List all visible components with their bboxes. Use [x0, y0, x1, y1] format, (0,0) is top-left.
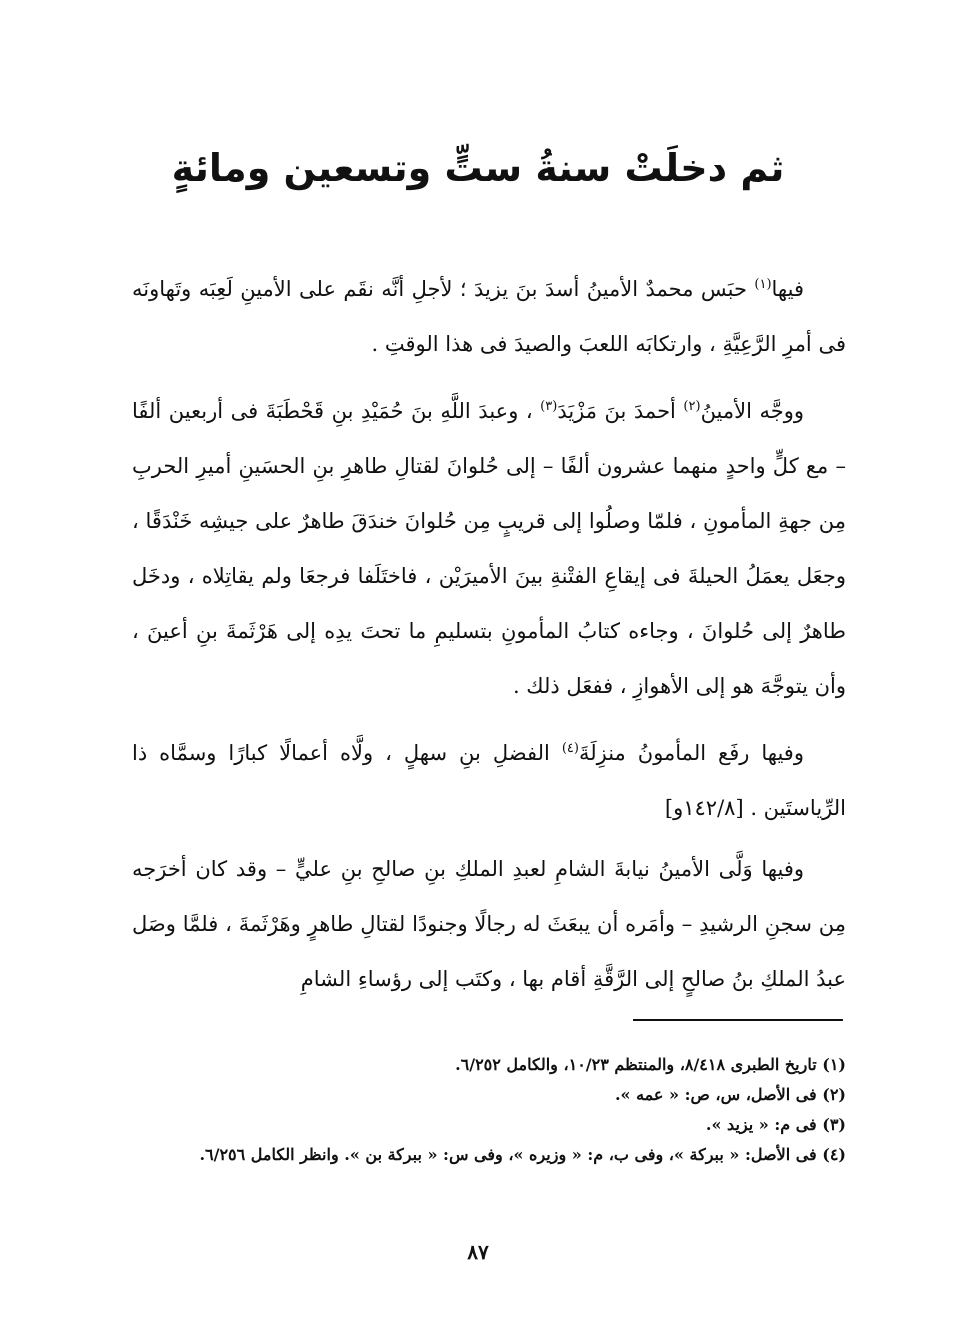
paragraph-4-text: وفيها وَلَّى الأمينُ نيابةَ الشامِ لعبدِ الملكِ بنِ صالحِ بنِ عليٍّ – وقد كان أخرَجه مِن سجنِ الرشيدِ – وأمَره أن يبعَثَ له رجالًا وجنودًا لقتالِ طاهرٍ وهَرْثَمةَ ، فلمَّا وصَل عبدُ الملكِ بنُ صالحٍ إلى الرَّقَّةِ أقام بها ، وكتَب إلى رؤساءِ الشامِ — [132, 857, 846, 991]
paragraph-2-text: ، وعبدَ اللَّهِ بنَ حُمَيْدِ بنِ قَحْطَبَةَ فى أربعين ألفًا – مع كلٍّ واحدٍ منهما عشرون ألفًا – إلى حُلوانَ لقتالِ طاهرِ بنِ الحسَينِ أميرِ الحربِ مِن جهةِ المأمونِ ، فلمّا وصلُوا إلى قريبٍ مِن حُلوانَ خندَقَ طاهرٌ على جيشِه خَنْدَقًا ، وجعَل يعمَلُ الحيلةَ فى إيقاعِ الفتْنةِ بينَ الأميرَيْن ، فاختَلَفا فرجعَا ولم يقاتِلاه ، ودخَل طاهرٌ إلى حُلوانَ ، وجاءه كتابُ المأمونِ بتسليمِ ما تحتَ يدِه إلى هَرْثَمةَ بنِ أعينَ ، وأن يتوجَّهَ هو إلى الأهوازِ ، ففعَل ذلك . — [132, 399, 846, 698]
paragraph-3 — [132, 726, 846, 836]
footnote-3: (٣) فى م: « يزيد ». — [705, 1115, 846, 1134]
chapter-title: ثم دخلَتْ سنةُ ستٍّ وتسعين ومائةٍ — [171, 146, 785, 190]
footnote-ref-4[interactable]: (٤) — [561, 741, 579, 756]
footnote-divider — [633, 1019, 843, 1021]
paragraph-1-start: فيها — [771, 277, 804, 301]
paragraph-1 — [132, 262, 846, 372]
footnotes — [132, 1050, 846, 1170]
paragraph-2-start: ووجَّه الأمينُ — [700, 399, 804, 423]
manuscript-folio-marker: [١٤٢/٨و] — [664, 796, 744, 820]
paragraph-1-text: حبَس محمدٌ الأمينُ أسدَ بنَ يزيدَ ؛ لأجلِ أنَّه نقَم على الأمينِ لَعِبَه وتَهاونَه فى أمرِ الرَّعِيَّةِ ، وارتكابَه اللعبَ والصيدَ فى هذا الوقتِ . — [132, 277, 846, 356]
paragraph-3-text: الفضلِ بنِ سهلٍ ، ولَّاه أعمالًا كبارًا وسمَّاه ذا الرِّياستَين . — [132, 741, 846, 820]
footnote-ref-2[interactable]: (٢) — [683, 399, 701, 414]
footnote-2: (٢) فى الأصل، س، ص: « عمه ». — [614, 1085, 846, 1104]
footnote-ref-1[interactable]: (١) — [754, 277, 772, 292]
footnote-ref-3[interactable]: (٣) — [540, 399, 558, 414]
paragraph-4 — [132, 842, 846, 1007]
paragraph-3-start: وفيها رفَع المأمونُ منزِلَةَ — [578, 741, 804, 765]
page-number: ٨٧ — [467, 1240, 489, 1264]
paragraph-2 — [132, 384, 846, 714]
paragraph-2-middle: أحمدَ بنَ مَزْيَدَ — [557, 399, 684, 423]
footnote-4: (٤) فى الأصل: « ببركة »، وفى ب، م: « وزيره »، وفى س: « ببركة بن ». وانظر الكامل ٦/٢٥٦. — [199, 1145, 846, 1164]
main-text — [132, 262, 846, 1019]
footnote-1: (١) تاريخ الطبرى ٨/٤١٨، والمنتظم ١٠/٢٣، والكامل ٦/٢٥٢. — [455, 1055, 846, 1074]
